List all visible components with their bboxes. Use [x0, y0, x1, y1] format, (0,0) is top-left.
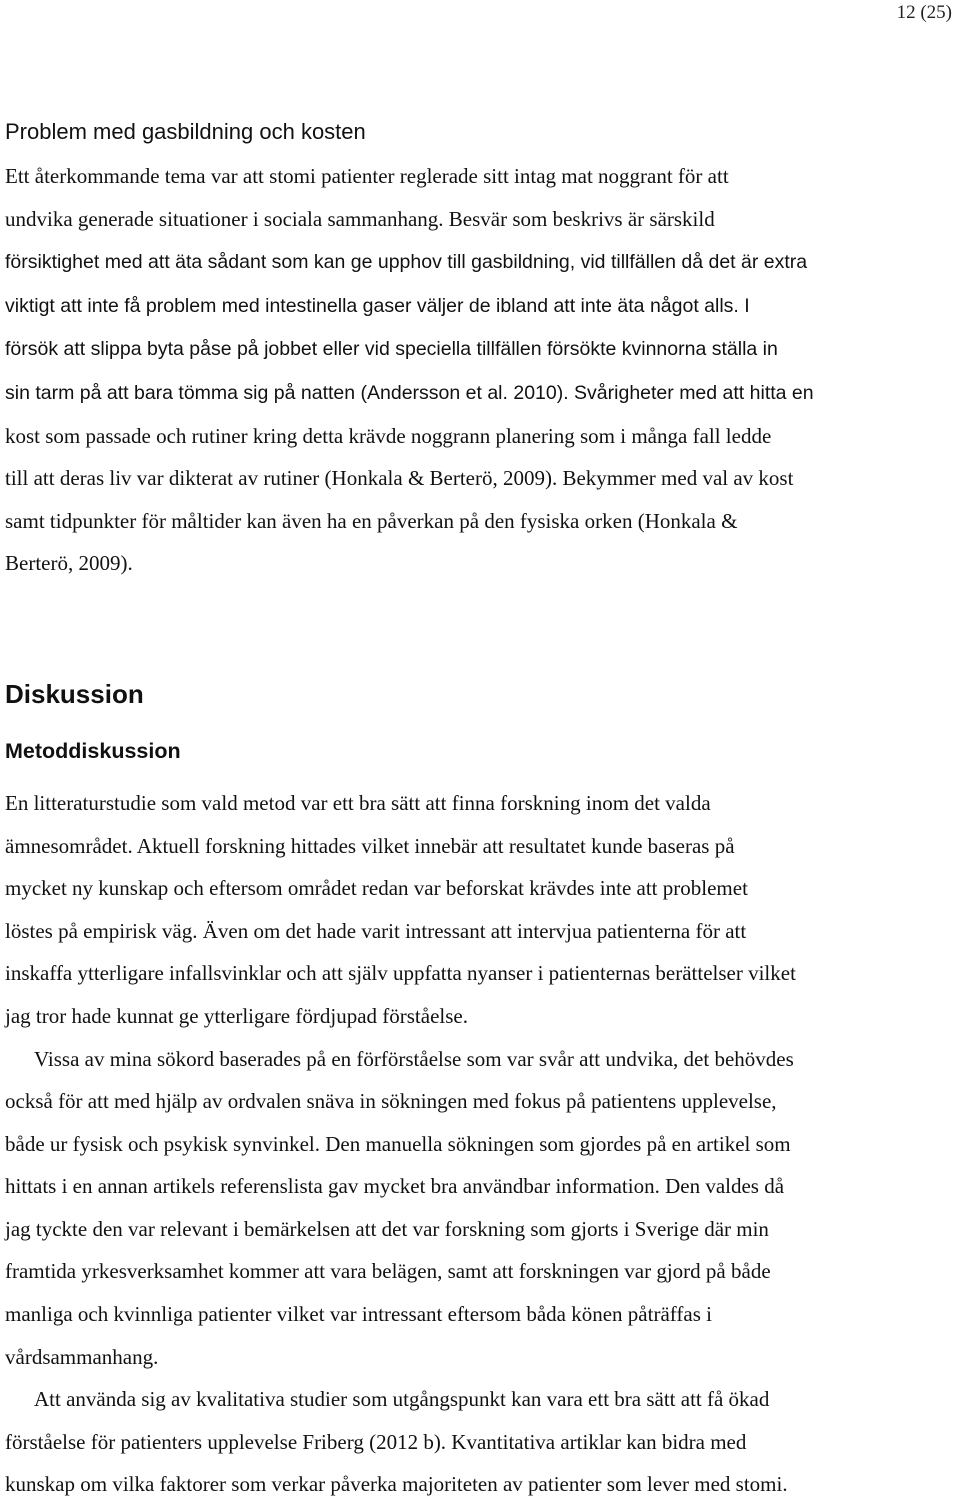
- method-discussion-subtitle: Metoddiskussion: [5, 738, 181, 763]
- text-line: ämnesområdet. Aktuell forskning hittades vilket innebär att resultatet kunde baseras på: [5, 833, 735, 858]
- text-line: kost som passade och rutiner kring detta krävde noggrann planering som i många fall ledde: [5, 423, 772, 448]
- page-number: 12 (25): [896, 2, 952, 23]
- text-line: undvika generade situationer i sociala sammanhang. Besvär som beskrivs är särskild: [5, 206, 715, 231]
- text-line: En litteraturstudie som vald metod var ett bra sätt att finna forskning inom det valda: [5, 790, 711, 815]
- text-line: samt tidpunkter för måltider kan även ha en påverkan på den fysiska orken (Honkala &: [5, 508, 738, 533]
- text-line: försiktighet med att äta sådant som kan ge upphov till gasbildning, vid tillfällen då det är extra: [5, 251, 808, 274]
- discussion-title: Diskussion: [5, 678, 144, 709]
- text-line: Att använda sig av kvalitativa studier som utgångspunkt kan vara ett bra sätt att få ökad: [34, 1387, 770, 1412]
- text-line: framtida yrkesverksamhet kommer att vara belägen, samt att forskningen var gjord på både: [5, 1259, 771, 1284]
- text-line: inskaffa ytterligare infallsvinklar och att själv uppfatta nyanser i patienternas berättelser vilket: [5, 961, 796, 986]
- text-line: Berterö, 2009).: [5, 551, 133, 576]
- section-heading: Problem med gasbildning och kosten: [5, 119, 366, 144]
- text-line: vårdsammanhang.: [5, 1344, 159, 1369]
- text-line: kunskap om vilka faktorer som verkar påverka majoriteten av patienter som lever med stomi.: [5, 1472, 788, 1497]
- section-paragraph: [5, 155, 945, 585]
- text-line: hittats i en annan artikels referenslista gav mycket bra användbar information. Den valdes då: [5, 1174, 785, 1199]
- text-line: också för att med hjälp av ordvalen snäva in sökningen med fokus på patientens upplevelse,: [5, 1089, 777, 1114]
- method-paragraph-2: [5, 1038, 945, 1379]
- method-paragraph-1: [5, 782, 945, 1038]
- text-line: Ett återkommande tema var att stomi patienter reglerade sitt intag mat noggrant för att: [5, 164, 729, 188]
- text-line: både ur fysisk och psykisk synvinkel. Den manuella sökningen som gjordes på en artikel som: [5, 1131, 791, 1156]
- text-line: löstes på empirisk väg. Även om det hade varit intressant att intervjua patienterna för att: [5, 918, 747, 943]
- text-line: jag tyckte den var relevant i bemärkelsen att det var forskning som gjorts i Sverige där min: [5, 1216, 769, 1241]
- text-line: manliga och kvinnliga patienter vilket var intressant eftersom båda könen påträffas i: [5, 1302, 712, 1327]
- text-line: viktigt att inte få problem med intestinella gaser väljer de ibland att inte äta något alls. I: [5, 294, 750, 317]
- text-line: Vissa av mina sökord baserades på en förförståelse som var svår att undvika, det behövdes: [34, 1046, 794, 1071]
- text-line: mycket ny kunskap och eftersom området redan var beforskat krävdes inte att problemet: [5, 876, 748, 901]
- text-line: till att deras liv var dikterat av rutiner (Honkala & Berterö, 2009). Bekymmer med val av kost: [5, 466, 794, 491]
- text-line: sin tarm på att bara tömma sig på natten (Andersson et al. 2010). Svårigheter med att hitta en: [5, 381, 814, 404]
- text-line: försök att slippa byta påse på jobbet eller vid speciella tillfällen försökte kvinnorna ställa in: [5, 338, 778, 361]
- text-line: förståelse för patienters upplevelse Friberg (2012 b). Kvantitativa artiklar kan bidra med: [5, 1429, 747, 1454]
- method-paragraph-3: [5, 1378, 945, 1506]
- text-line: jag tror hade kunnat ge ytterligare fördjupad förståelse.: [5, 1003, 468, 1028]
- page-content: [5, 113, 945, 1506]
